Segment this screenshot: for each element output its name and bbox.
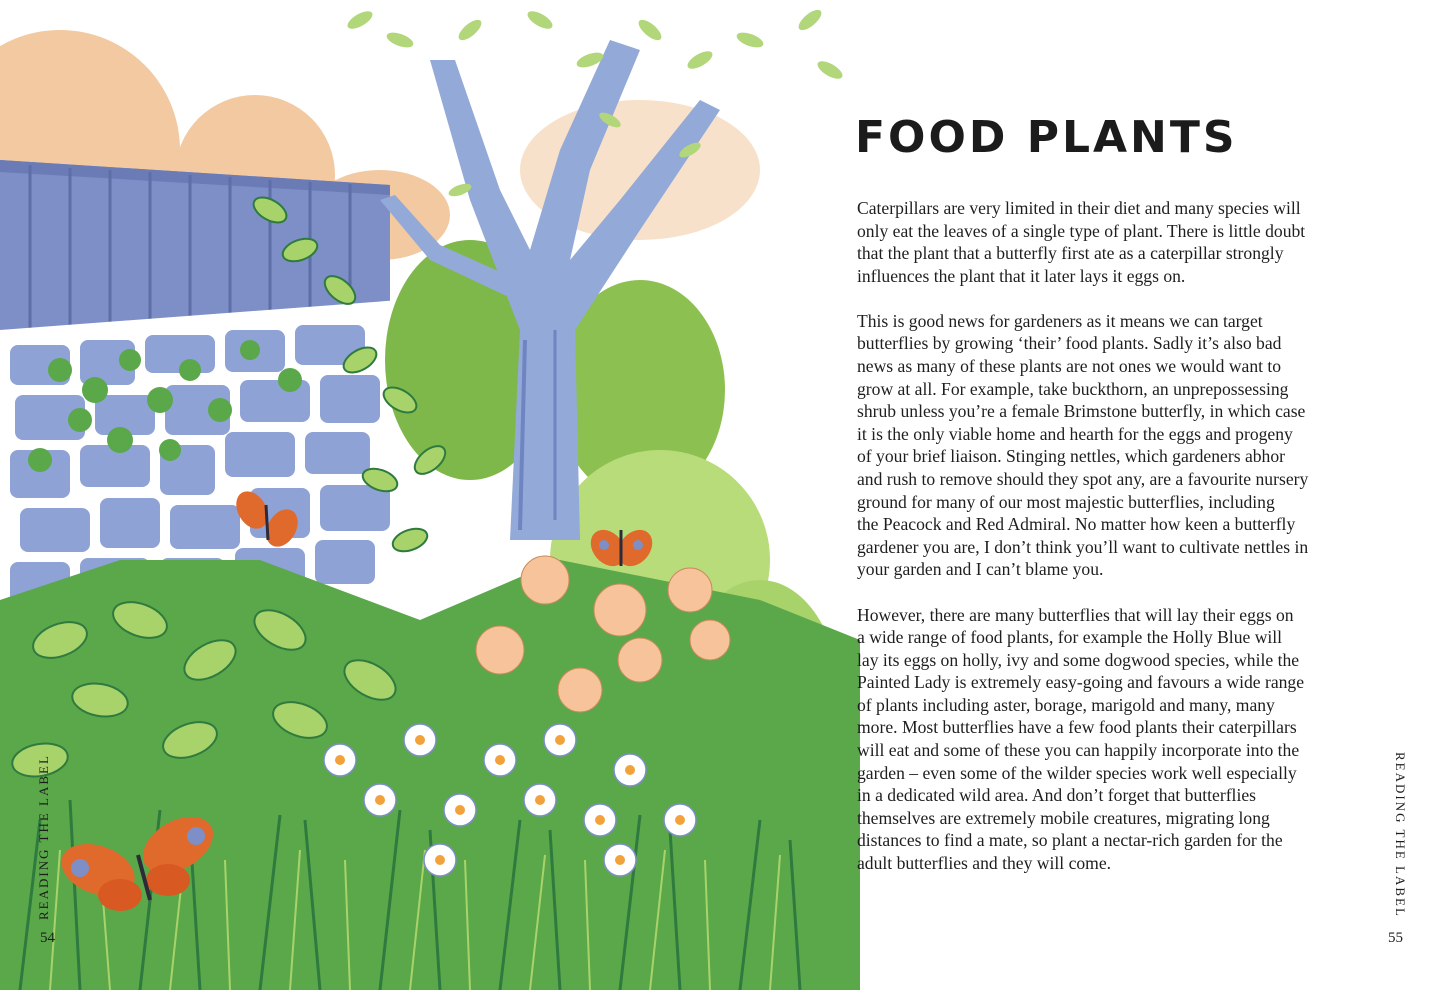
text-line: of your brief liaison. Stinging nettles, which gardeners abhor <box>857 446 1286 467</box>
text-line: more. Most butterflies have a few food plants their caterpillars <box>857 717 1297 738</box>
text-line: This is good news for gardeners as it means we can target <box>857 310 1263 331</box>
text-line: it is the only viable home and hearth for the eggs and progeny <box>857 423 1293 444</box>
text-line: ground for many of our most majestic butterflies, including <box>857 491 1275 512</box>
page-title: FOOD PLANTS <box>855 112 1238 163</box>
right-running-head: READING THE LABEL <box>1393 752 1408 918</box>
text-line: of plants including aster, borage, marigold and many, many <box>857 694 1275 715</box>
left-running-head: READING THE LABEL <box>36 754 51 920</box>
text-line: and rush to remove should they spot any, are a favourite nursery <box>857 469 1309 490</box>
left-page-number: 54 <box>40 930 55 946</box>
text-line: garden – even some of the wilder species work well especially <box>857 762 1297 783</box>
text-line: a wide range of food plants, for example the Holly Blue will <box>857 627 1283 648</box>
text-line: distances to find a mate, so plant a nectar-rich garden for the <box>857 830 1283 851</box>
text-line: gardener you are, I don’t think you’ll want to cultivate nettles in <box>857 536 1309 557</box>
text-line: your garden and I can’t blame you. <box>857 559 1104 580</box>
text-line: news as many of these plants are not ones we would want to <box>857 356 1282 377</box>
right-page-number: 55 <box>1388 930 1403 946</box>
text-line: Painted Lady is extremely easy-going and favours a wide range <box>857 672 1305 693</box>
text-line: grow at all. For example, take buckthorn, an unprepossessing <box>857 378 1289 399</box>
text-line: Caterpillars are very limited in their diet and many species will <box>857 198 1301 218</box>
paragraph <box>857 604 1327 875</box>
text-line: lay its eggs on holly, ivy and some dogwood species, while the <box>857 649 1300 670</box>
foreground-foliage <box>0 560 860 990</box>
text-line: will eat and some of these you can happily incorporate into the <box>857 740 1300 761</box>
text-line: in a dedicated wild area. And don’t forget that butterflies <box>857 785 1256 806</box>
text-line: only eat the leaves of a single type of plant. There is little doubt <box>857 220 1306 241</box>
text-line: themselves are extremely mobile creatures, migrating long <box>857 807 1270 828</box>
text-line: adult butterflies and they will come. <box>857 853 1112 874</box>
paragraph <box>857 197 1327 287</box>
text-line: shrub unless you’re a female Brimstone butterfly, in which case <box>857 401 1306 422</box>
text-line: butterflies by growing ‘their’ food plants. Sadly it’s also bad <box>857 333 1282 354</box>
text-line: influences the plant that it later lays it eggs on. <box>857 265 1186 286</box>
paragraph <box>857 310 1327 581</box>
body-text <box>857 197 1327 897</box>
text-line: However, there are many butterflies that will lay their eggs on <box>857 604 1294 625</box>
text-line: the Peacock and Red Admiral. No matter how keen a butterfly <box>857 514 1296 535</box>
text-line: that the plant that a butterfly first ate as a caterpillar strongly <box>857 243 1284 264</box>
